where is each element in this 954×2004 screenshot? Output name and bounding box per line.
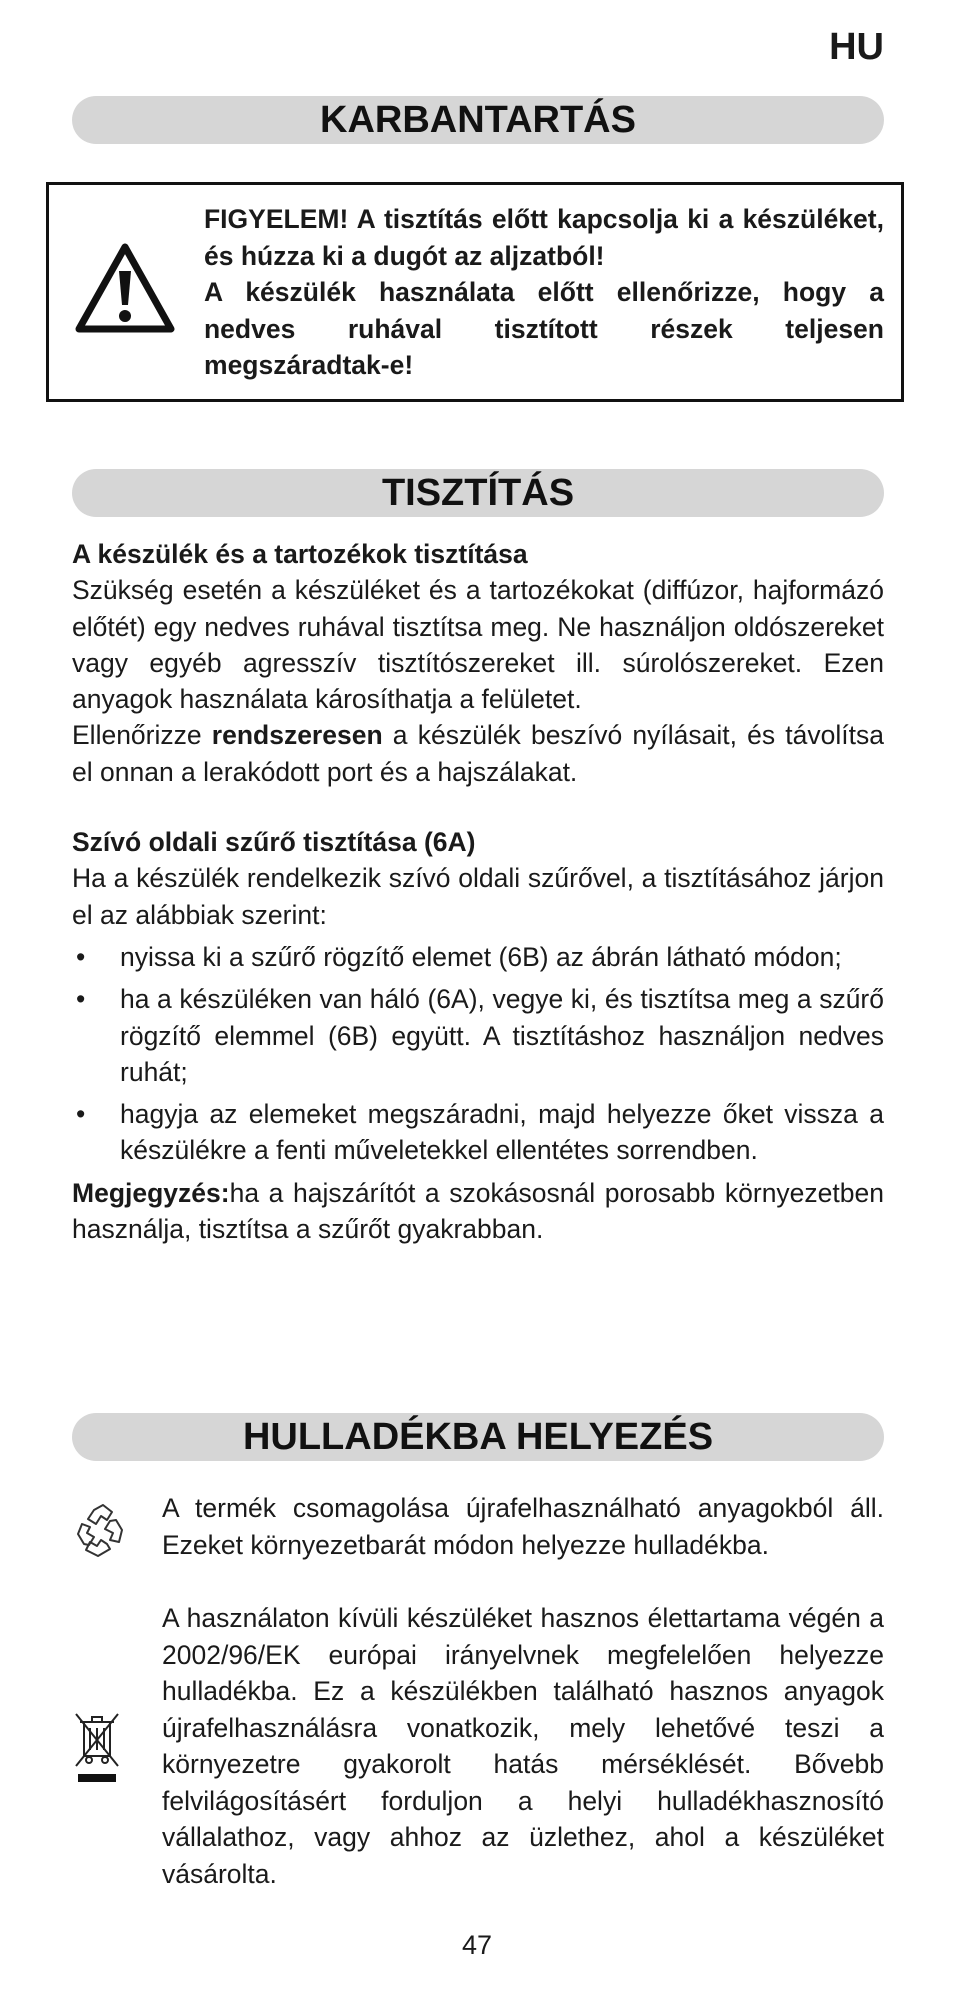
list-item (72, 1096, 884, 1169)
section-title-cleaning: TISZTÍTÁS (72, 469, 884, 517)
list-item-text: nyissa ki a szűrő rögzítő elemet (6B) az ábrán látható módon; (120, 941, 842, 972)
note-text: ha a hajszárítót a szokásosnál porosabb környezetben használja, tisztítsa a szűrőt gyakrabban. (72, 1177, 884, 1245)
recycle-text: A termék csomagolása újrafelhasználható anyagokból áll. Ezeket környezetbarát módon helyezze hulladékba. (162, 1493, 884, 1560)
recycle-icon (72, 1502, 134, 1560)
list-item (72, 981, 884, 1090)
filter-cleaning-steps (72, 939, 884, 1169)
warning-triangle-icon (73, 241, 177, 337)
list-item-text: ha a készüléken van háló (6A), vegye ki, és tisztítsa meg a szűrő rögzítő elemmel (6B) együtt. A tisztításhoz használjon nedves ruhát; (120, 984, 884, 1087)
note-paragraph (72, 1175, 884, 1248)
list-item (72, 939, 884, 975)
check-intakes-paragraph (72, 717, 884, 790)
language-code: HU (829, 26, 884, 68)
page-number: 47 (461, 1930, 493, 1960)
section-title-maintenance: KARBANTARTÁS (72, 96, 884, 144)
note-label: Megjegyzés: (72, 1177, 230, 1208)
warning-line-1: FIGYELEM! A tisztítás előtt kapcsolja ki a készüléket, és húzza ki a dugót az aljzatból! (204, 204, 884, 271)
bullet-icon: • (76, 1099, 86, 1130)
warning-line-2: A készülék használata előtt ellenőrizze, hogy a nedves ruhával tisztított részek teljesen megszáradtak-e! (204, 277, 884, 380)
weee-row (72, 1600, 884, 1900)
recycle-row (72, 1490, 884, 1570)
subsection-title-filter-cleaning: Szívó oldali szűrő tisztítása (6A) (72, 827, 476, 858)
weee-text: A használaton kívüli készüléket hasznos élettartama végén a 2002/96/EK európai irányelvnek megfelelően helyezze hulladékba. Ez a készülékben található hasznos anyagok újrafelhasználásra vonatkozik, mely lehetővé teszi a környezetre gyakorolt hatás mérséklését. Bővebb felvilágosításért forduljon a helyi hulladékhasznosító vállalathoz, vagy ahhoz az üzlethez, ahol a készüléket vásárolta. (162, 1603, 884, 1889)
check-intakes-bold: rendszeresen (211, 720, 383, 751)
list-item-text: hagyja az elemeket megszáradni, majd helyezze őket vissza a készülékre a fenti műveletekkel ellentétes sorrendben. (120, 1099, 884, 1166)
section-title-disposal: HULLADÉKBA HELYEZÉS (72, 1413, 884, 1461)
check-intakes-post: a készülék beszívó nyílásait, és távolítsa el onnan a lerakódott port és a hajszálakat. (72, 720, 884, 787)
cleaning-content (72, 536, 884, 1247)
device-cleaning-paragraph: Szükség esetén a készüléket és a tartozékokat (diffúzor, hajformázó előtét) egy nedves ruhával tisztítsa meg. Ne használjon oldószereket vagy egyéb agresszív tisztítószereket ill. súrolószereket. Ezen anyagok használata károsíthatja a felületet. (72, 575, 884, 715)
crossed-out-bin-icon (72, 1708, 122, 1786)
check-intakes-pre: Ellenőrizze (72, 720, 212, 751)
bullet-icon: • (76, 941, 86, 972)
bullet-icon: • (76, 984, 86, 1015)
warning-text (204, 201, 884, 384)
subsection-title-device-cleaning: A készülék és a tartozékok tisztítása (72, 539, 528, 569)
filter-cleaning-intro: Ha a készülék rendelkezik szívó oldali szűrővel, a tisztításához járjon el az alábbiak szerint: (72, 863, 884, 930)
warning-box (46, 182, 904, 402)
